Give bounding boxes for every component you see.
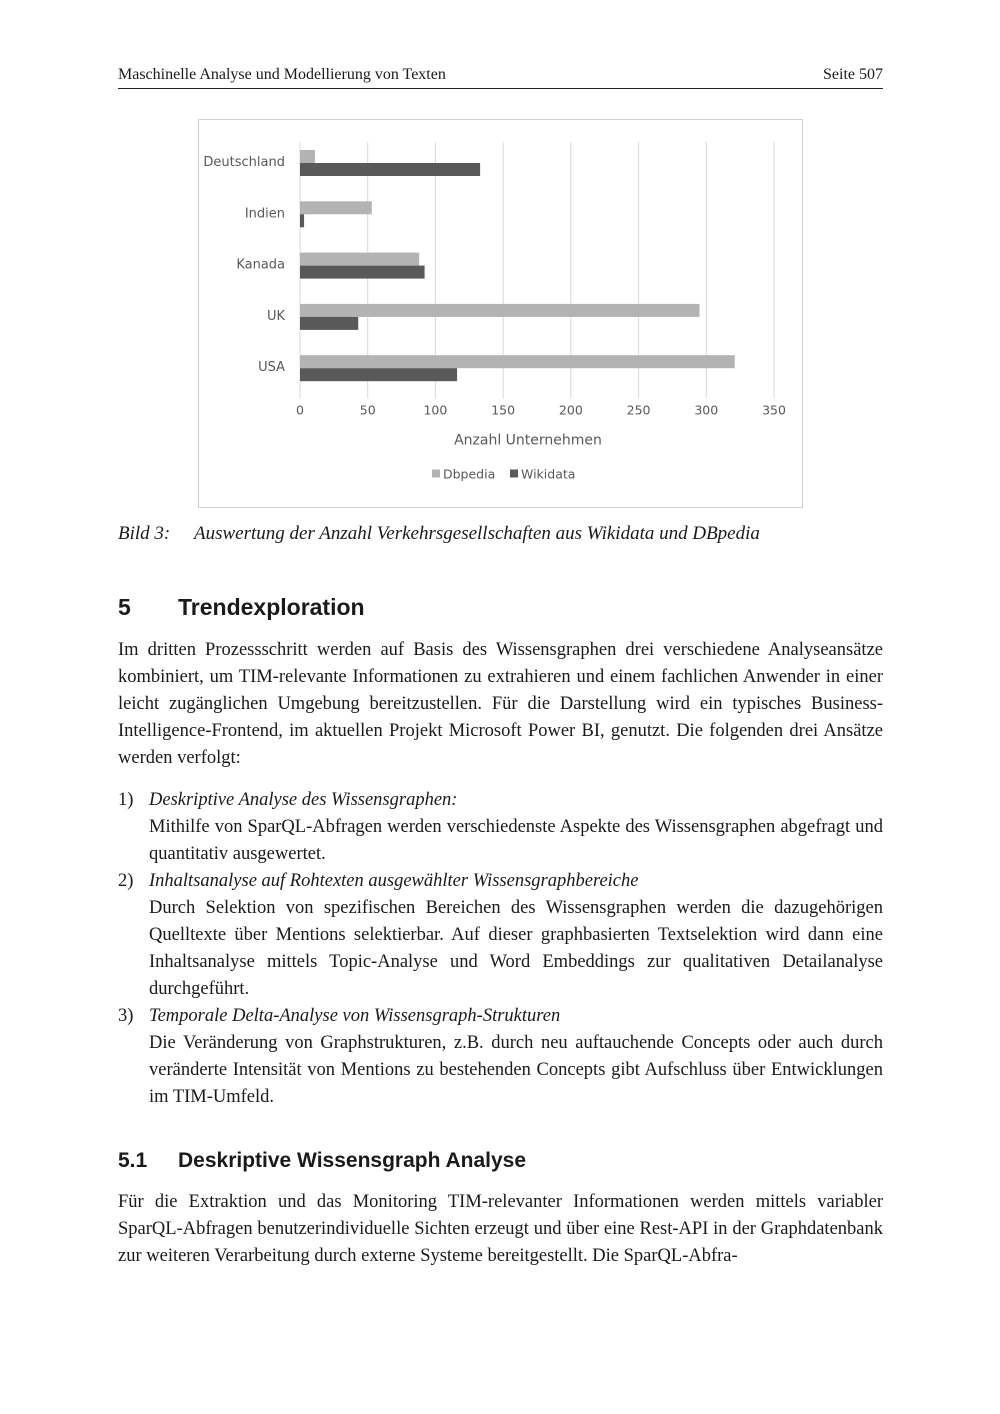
x-tick-label: 200 — [558, 402, 583, 418]
legend-label: Wikidata — [521, 466, 576, 482]
bar-wikidata-kanada — [300, 266, 425, 279]
x-tick-label: 350 — [762, 402, 786, 418]
subsection-text: Für die Extraktion und das Monitoring TIM-relevanter Informationen werden mittels variabler SparQL-Abfragen benutzerindividuelle Sichten erzeugt und über eine Rest-API in der Graphdatenbank zur weiteren Verarbeitung durch externe Systeme bereitgestellt. Die SparQL-Abfra- — [118, 1192, 883, 1266]
list-item-number: 1) — [118, 790, 134, 810]
approach-list — [118, 787, 883, 1111]
legend-swatch-wikidata — [510, 470, 518, 478]
list-item-text: Durch Selektion von spezifischen Bereichen des Wissensgraphen werden die dazugehörigen Quelltexte über Mentions selektierbar. Auf dieser graphbasierten Textselektion wird dann eine Inhaltsanalyse mittels Topic-Analyse und Word Embeddings zur qualitativen Detailanalyse durchgeführt. — [149, 898, 883, 999]
category-label: Deutschland — [203, 155, 285, 170]
bar-wikidata-indien — [300, 214, 304, 227]
section-title: Trendexploration — [178, 594, 365, 620]
bar-wikidata-usa — [300, 368, 457, 381]
list-item-title: Inhaltsanalyse auf Rohtexten ausgewählter Wissensgraphbereiche — [149, 871, 639, 891]
list-item-title: Deskriptive Analyse des Wissensgraphen: — [149, 790, 458, 810]
list-item-number: 2) — [118, 871, 134, 891]
bar-chart — [198, 119, 803, 508]
x-tick-label: 150 — [491, 402, 516, 418]
category-label: USA — [258, 360, 285, 376]
list-item-text: Mithilfe von SparQL-Abfragen werden verschiedenste Aspekte des Wissensgraphen abgefragt und quantitativ ausgewertet. — [149, 817, 883, 864]
legend-label: Dbpedia — [443, 466, 496, 482]
x-tick-label: 300 — [694, 402, 719, 418]
caption-text: Auswertung der Anzahl Verkehrsgesellschaften aus Wikidata und DBpedia — [194, 523, 760, 544]
bar-dbpedia-usa — [300, 355, 735, 368]
chart-canvas — [199, 120, 802, 507]
subsection-title: Deskriptive Wissensgraph Analyse — [178, 1149, 527, 1172]
list-item-text: Die Veränderung von Graphstrukturen, z.B. durch neu auftauchende Concepts oder auch durch veränderte Intensität von Mentions zu bestehenden Concepts gibt Aufschluss über Entwicklungen im TIM-Umfeld. — [149, 1033, 883, 1107]
x-tick-label: 50 — [359, 402, 376, 418]
category-label: Indien — [244, 206, 285, 222]
bar-dbpedia-uk — [300, 304, 700, 317]
list-item — [118, 1003, 883, 1111]
bar-wikidata-deutschland — [300, 163, 480, 176]
bar-wikidata-uk — [300, 317, 358, 330]
list-item — [118, 868, 883, 1003]
x-axis-label: Anzahl Unternehmen — [454, 432, 602, 449]
x-tick-label: 100 — [423, 402, 448, 418]
category-label: Kanada — [236, 257, 285, 273]
subsection-number: 5.1 — [118, 1149, 148, 1172]
list-item-number: 3) — [118, 1006, 134, 1026]
running-header — [118, 66, 883, 89]
legend-swatch-dbpedia — [432, 470, 440, 478]
bar-dbpedia-indien — [300, 201, 372, 214]
list-item-title: Temporale Delta-Analyse von Wissensgraph-Strukturen — [149, 1006, 561, 1026]
list-item — [118, 787, 883, 868]
figure-caption — [118, 523, 760, 545]
bar-dbpedia-deutschland — [300, 150, 315, 163]
section-heading — [118, 594, 365, 621]
category-label: UK — [266, 308, 285, 324]
caption-label: Bild 3: — [118, 523, 171, 544]
x-tick-label: 0 — [296, 402, 304, 418]
subsection-heading — [118, 1149, 526, 1173]
section-number: 5 — [118, 594, 131, 620]
header-title: Maschinelle Analyse und Modellierung von Texten — [118, 66, 446, 83]
section-intro: Im dritten Prozessschritt werden auf Basis des Wissensgraphen drei verschiedene Analyseansätze kombiniert, um TIM-relevante Informationen zu extrahieren und einem fachlichen Anwender in einer leicht zugänglichen Umgebung bereitzustellen. Für die Darstellung wird ein typisches Business-Intelligence-Frontend, im aktuellen Projekt Microsoft Power BI, genutzt. Die folgenden drei Ansätze werden verfolgt: — [118, 640, 883, 768]
page-number: Seite 507 — [823, 66, 883, 83]
bar-dbpedia-kanada — [300, 253, 419, 266]
x-tick-label: 250 — [626, 402, 651, 418]
